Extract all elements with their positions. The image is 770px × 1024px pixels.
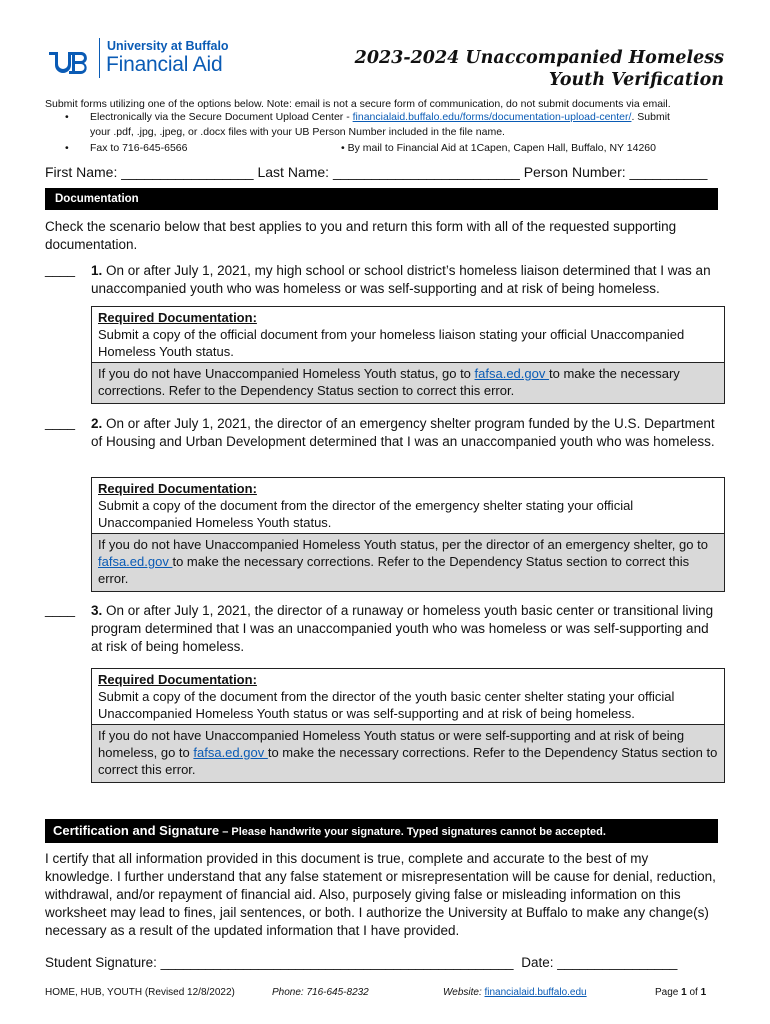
scenario-1-text	[91, 262, 721, 298]
certification-header	[45, 819, 718, 843]
page-of: of	[686, 987, 701, 998]
student-signature-field[interactable]: Student Signature: _______________________________________________	[45, 955, 514, 970]
person-number-field[interactable]: Person Number: __________	[523, 164, 708, 180]
certification-note: – Please handwrite your signature. Typed signatures cannot be accepted.	[219, 826, 606, 838]
note-text-suffix: to make the necessary corrections. Refer to the Dependency Status section to correct this error.	[98, 366, 680, 398]
page-current: 1	[681, 987, 687, 998]
fafsa-link[interactable]: fafsa.ed.gov	[98, 554, 173, 569]
submission-intro: Submit forms utilizing one of the options below. Note: email is not a secure form of communication, do not submit documents via email.	[45, 98, 671, 110]
upload-center-link[interactable]: financialaid.buffalo.edu/forms/documentation-upload-center/	[352, 111, 632, 123]
footer-phone: Phone: 716-645-8232	[272, 987, 369, 998]
logo-divider	[99, 38, 100, 78]
documentation-header: Documentation	[45, 188, 718, 210]
first-name-field[interactable]: First Name: _________________	[45, 164, 254, 180]
scenario-1-number: 1.	[91, 263, 103, 278]
required-doc-title: Required Documentation:	[98, 481, 257, 496]
note-text-suffix: to make the necessary corrections. Refer to the Dependency Status section to correct this error.	[98, 745, 718, 777]
scenario-2-required-doc	[92, 478, 724, 533]
scenario-1-requirements	[91, 306, 725, 404]
scenario-1-checkbox[interactable]: ____	[45, 262, 76, 277]
page-label: Page	[655, 987, 682, 998]
fafsa-link[interactable]: fafsa.ed.gov	[474, 366, 549, 381]
note-text: If you do not have Unaccompanied Homeless Youth status or were self-supporting and at risk of being homeless, go to	[98, 728, 685, 760]
signature-line	[45, 955, 735, 970]
footer-website	[443, 987, 587, 998]
ub-logo-icon	[47, 50, 93, 74]
note-text: If you do not have Unaccompanied Homeless Youth status, per the director of an emergency shelter, go to	[98, 537, 708, 552]
upload-option-suffix: . Submit	[631, 111, 670, 123]
logo-department-name: Financial Aid	[106, 53, 223, 76]
scenario-3-checkbox[interactable]: ____	[45, 602, 76, 617]
scenario-1-description: On or after July 1, 2021, my high school or school district’s homeless liaison determined that I was an unaccompanied youth who was homeless or was self-supporting and at risk of being homeless.	[91, 263, 711, 296]
mail-option: • By mail to Financial Aid at 1Capen, Capen Hall, Buffalo, NY 14260	[341, 142, 656, 154]
scenario-2-number: 2.	[91, 416, 103, 431]
upload-option	[90, 110, 735, 125]
bullet-dot: •	[65, 142, 69, 154]
scenario-3-text	[91, 602, 721, 656]
scenario-2-checkbox[interactable]: ____	[45, 415, 76, 430]
documentation-instructions: Check the scenario below that best applies to you and return this form with all of the requested supporting documentation.	[45, 219, 677, 252]
upload-option-line-2: your .pdf, .jpg, .jpeg, or .docx files with your UB Person Number included in the file name.	[90, 125, 505, 138]
required-doc-title: Required Documentation:	[98, 672, 257, 687]
note-text-suffix: to make the necessary corrections. Refer to the Dependency Status section to correct this error.	[98, 554, 690, 586]
scenario-3-required-doc	[92, 669, 724, 724]
required-doc-title: Required Documentation:	[98, 310, 257, 325]
upload-option-text: Electronically via the Secure Document Upload Center -	[90, 111, 353, 123]
website-label: Website:	[443, 987, 485, 998]
scenario-2-text	[91, 415, 721, 451]
title-line-1: 2023-2024 Unaccompanied Homeless	[354, 48, 724, 68]
scenario-2-note	[92, 533, 724, 591]
scenario-3-requirements	[91, 668, 725, 783]
title-line-2: Youth Verification	[548, 70, 724, 90]
page-total: 1	[700, 987, 707, 998]
page-number	[655, 987, 706, 998]
required-doc-text: Submit a copy of the document from the director of the youth basic center shelter stating your official Unaccompanied Homeless Youth status or was self-supporting and at risk of being homeless.	[98, 689, 675, 721]
scenario-1-note	[92, 362, 724, 403]
scenario-2-requirements	[91, 477, 725, 592]
certification-title: Certification and Signature	[53, 823, 220, 838]
fax-option: Fax to 716-645-6566	[90, 142, 188, 154]
student-info-fields	[45, 164, 735, 180]
required-doc-text: Submit a copy of the document from the director of the emergency shelter stating your official Unaccompanied Homeless Youth status.	[98, 498, 634, 530]
website-link[interactable]: financialaid.buffalo.edu	[484, 987, 587, 998]
certification-text: I certify that all information provided in this document is true, complete and accurate to the best of my knowledge. I further understand that any false statement or misrepresentation will be cause for denial, reduction, withdrawal, and/or repayment of financial aid. Also, purposely giving false or misleading information on this worksheet may lead to fines, jail sentences, or both. I authorize the University at Buffalo to make any change(s) necessary as a result of the updated information that I have provided.	[45, 851, 716, 938]
scenario-2-description: On or after July 1, 2021, the director of an emergency shelter program funded by the U.S. Department of Housing and Urban Development determined that I was an unaccompanied youth who was homeless.	[91, 416, 715, 449]
page-title	[344, 47, 724, 91]
bullet-dot: •	[65, 111, 69, 123]
logo-university-name: University at Buffalo	[107, 39, 229, 53]
last-name-field[interactable]: Last Name: ________________________	[257, 164, 520, 180]
fafsa-link[interactable]: fafsa.ed.gov	[193, 745, 268, 760]
note-text: If you do not have Unaccompanied Homeless Youth status, go to	[98, 366, 475, 381]
scenario-1-required-doc	[92, 307, 724, 362]
ub-financial-aid-logo	[47, 38, 247, 80]
required-doc-text: Submit a copy of the official document from your homeless liaison stating your official Unaccompanied Homeless Youth status.	[98, 327, 685, 359]
scenario-3-number: 3.	[91, 603, 103, 618]
scenario-3-note	[92, 724, 724, 782]
form-id: HOME, HUB, YOUTH (Revised 12/8/2022)	[45, 987, 235, 998]
scenario-3-description: On or after July 1, 2021, the director of a runaway or homeless youth basic center or transitional living program determined that I was an unaccompanied youth who was homeless or was self-supporting and at risk of being homeless.	[91, 603, 714, 654]
date-field[interactable]: Date: ________________	[521, 955, 678, 970]
